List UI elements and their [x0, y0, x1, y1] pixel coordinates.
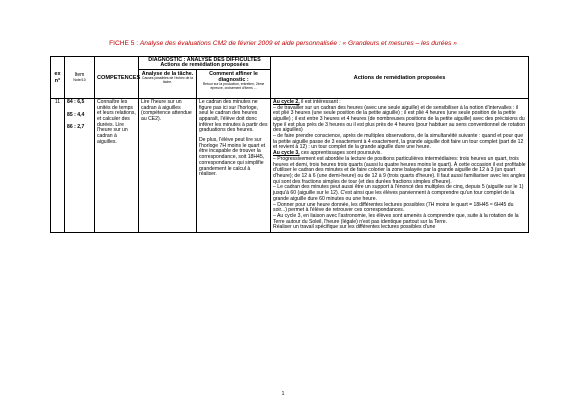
remediation-item: – de faire prendre conscience, après de multiples observations, de la simultanéité suivante : quand et pour que la petite aiguille passe de 3 exactement à 4 exactement, la grande aiguille doit faire un tour complet (part de 12 et revient à 12) : un tour complet de la grande aiguille dure une heure. — [273, 133, 524, 151]
cycle2-label: Au cycle 2, — [273, 98, 300, 105]
header-analyse — [139, 70, 197, 99]
item-scores — [65, 99, 95, 232]
exercise-number: 11 — [51, 99, 65, 232]
header-affiner-label: Comment affiner le diagnostic : — [209, 70, 258, 83]
header-item-label: Item — [74, 71, 85, 78]
item-score: 85 : 4,4 — [67, 111, 85, 118]
remediation-cell — [271, 99, 529, 232]
item-score: 84 : 6,5 — [67, 98, 85, 105]
cycle3-intro: ces apprentissages sont poursuivis. — [299, 150, 382, 157]
competences-cell: Connaître les unités de temps et leurs relations, et calculer des durées. Lire l'heure sur un cadran à aiguilles. — [95, 99, 139, 232]
header-diagnostic-title: DIAGNOSTIC : ANALYSE DES DIFFICULTES — [148, 56, 261, 63]
title-text: Analyse des évaluations CM2 de février 2009 et aide personnalisée : « Grandeurs et mesures – les durées » — [139, 40, 457, 47]
item-score: 86 : 2,7 — [67, 124, 85, 131]
remediation-item: Réaliser un travail spécifique sur les différentes lectures possibles d'une — [273, 224, 436, 231]
header-item — [65, 57, 95, 99]
header-analyse-note: Causes possibles de l'échec de la tâche. — [142, 75, 193, 84]
cycle2-intro: il est intéressant : — [299, 98, 341, 105]
affiner-paragraph: Le cadran des minutes ne figure pas ici sur l'horloge, seul le cadran des heures apparaît, l'élève doit donc inférer les minutes à partir des graduations des heures. — [199, 98, 268, 134]
header-diagnostic — [139, 57, 271, 70]
header-competences: COMPETENCES — [95, 57, 139, 99]
remediation-item: – de travailler sur un cadran des heures (avec une seule aiguille) et de sensibiliser à la notion d'intervalles : il est plié 3 heures (une seule position de la petite aiguille) ; il est plié 4 heures (une seule position de la petite aiguille) ; il est entre 3 heures et 4 heures (de nombreuses positions de la petite aiguille) avec des précisions du type il est plus près de 3 heures ou il est plus près de 4 heures (pour habituer au sens conventionnel de rotation des aiguilles) — [273, 104, 526, 134]
header-diagnostic-subtitle: Actions de remédiation proposées — [160, 62, 249, 69]
page-title — [0, 40, 566, 47]
page-number: 1 — [281, 391, 285, 397]
remediation-item: – Au cycle 3, en liaison avec l'astronomie, les élèves sont amenés à comprendre que, suite à la rotation de la Terre autour du Soleil, l'heure (légale) n'est pas identique partout sur la Terre. — [273, 212, 519, 225]
remediation-item: – Le cadran des minutes peut aussi être un support à l'énoncé des multiples de cinq, depuis 5 (aiguille sur le 1) jusqu'à 60 (aiguille sur le 12). C'est ainsi que les élèves parviennent à comprendre qu'un tour complet de la grande aiguille dure 60 minutes ou une heure. — [273, 184, 524, 202]
header-affiner — [197, 70, 271, 99]
evaluation-table — [50, 56, 529, 233]
header-analyse-label: Analyse de la tâche. — [141, 70, 194, 77]
remediation-item: – Donner pour une heure donnée, les différentes lectures possibles (7H moins le quart = 18H45 ≈ 6H45 du soir...) permet à l'élève de retrouver ces correspondances. — [273, 201, 514, 214]
affiner-paragraph: De plus, l'élève peut lire sur l'horloge 7H moins le quart et être incapable de trouver la correspondance, soit 18H45, correspondance qui simplifie grandement le calcul à réaliser. — [199, 137, 266, 178]
header-affiner-note: Retour sur la production, entretien, 2ème épreuve, croisement d'items ... — [202, 81, 265, 90]
cycle3-label: Au cycle 3, — [273, 150, 300, 157]
header-remediation: Actions de remédiation proposées — [271, 57, 529, 99]
title-prefix: FICHE 5 : — [109, 40, 140, 47]
header-note: Note/10 — [73, 78, 86, 83]
analyse-cell: Lire l'heure sur un cadran à aiguilles (compétence attendue au CE2). — [139, 99, 197, 232]
header-ex: ex n° — [51, 57, 65, 99]
affiner-cell — [197, 99, 271, 232]
remediation-item: – Progressivement est abordée la lecture de positions particulières intermédiaires: trois heures un quart, trois heures et demi, trois heures trois quarts (aussi lu quatre heures moins le quart). À cette occasion il est profitable d'utiliser le cadran des minutes et de faire colorier la zone balayée par la grande aiguille de 12 à 3 (un quart d'heure); de 12 à 6 (une demi-heure) ou de 12 à 9 (trois quarts d'heure). Il faut aussi familiariser avec les angles qui sont des fractions simples de tour (et des durées fractions simples d'heure). — [273, 155, 526, 185]
